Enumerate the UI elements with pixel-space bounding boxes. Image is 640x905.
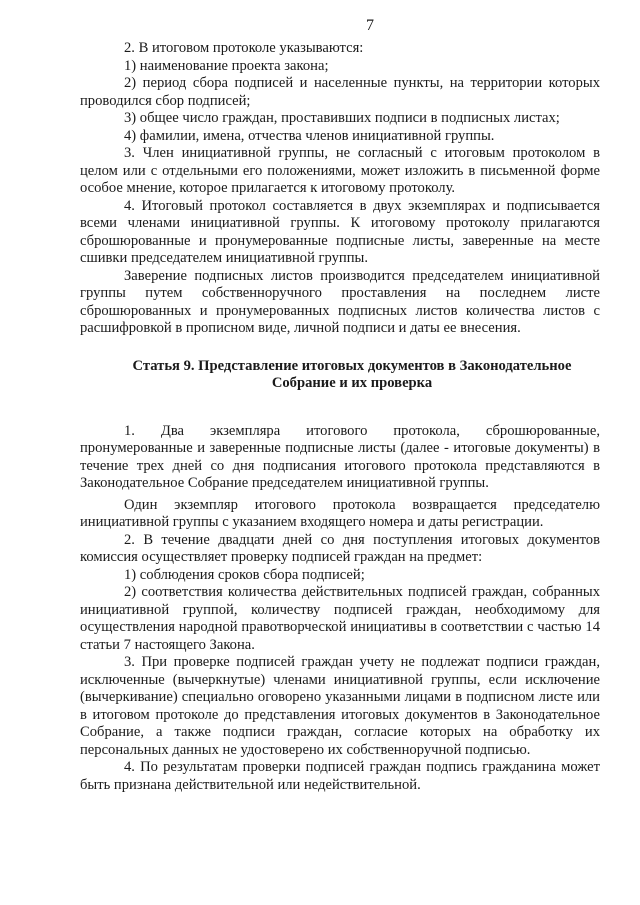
list-item-1: 1) наименование проекта закона; — [124, 57, 329, 74]
list-item-2: 2) период сбора подписей и населенные пункты, на территории которых проводился сбор подписей; — [80, 75, 600, 109]
paragraph-2-header: 2. В итоговом протоколе указываются: — [124, 40, 364, 56]
page-number: 7 — [366, 17, 374, 34]
article-9-paragraph-copy: Один экземпляр итогового протокола возвращается председателю инициативной группы с указанием входящего номера и даты регистрации. — [80, 496, 600, 530]
article-9-paragraph-2: 2. В течение двадцати дней со дня поступления итоговых документов комиссия осуществляет проверку подписей граждан на предмет: — [80, 531, 600, 565]
article-9-item-1: 1) соблюдения сроков сбора подписей; — [124, 566, 365, 583]
paragraph-3: 3. Член инициативной группы, не согласный с итоговым протоколом в целом или с отдельными его положениями, может изложить в письменной форме особое мнение, которое прилагается к итоговому протоколу. — [80, 145, 600, 196]
paragraph-certification: Заверение подписных листов производится председателем инициативной группы путем собственноручного проставления на последнем листе сброшюрованных и пронумерованных подписных листов количества листов с расшифровкой в прописном виде, личной подписи и даты ее внесения. — [80, 267, 600, 336]
list-item-3: 3) общее число граждан, проставивших подписи в подписных листах; — [124, 110, 560, 126]
article-9-paragraph-3: 3. При проверке подписей граждан учету не подлежат подписи граждан, исключенные (вычеркнутые) членами инициативной группы, если исключение (вычеркивание) специально оговорено указанными лицами в подписном листе или в итоговом протоколе до представления итоговых документов в Законодательное Собрание, а также подписи граждан, согласие которых на обработку их персональных данных не удостоверено их собственноручной подписью. — [80, 654, 600, 758]
article-9-paragraph-1: 1. Два экземпляра итогового протокола, сброшюрованные, пронумерованные и заверенные подписные листы (далее - итоговые документы) в течение трех дней со дня подписания итогового протокола представляются в Законодательное Собрание председателем инициативной группы. — [80, 422, 600, 491]
list-item-4: 4) фамилии, имена, отчества членов инициативной группы. — [124, 127, 495, 144]
article-9-heading: Статья 9. Представление итоговых документов в Законодательное Собрание и их проверка — [132, 357, 572, 391]
article-9-item-2: 2) соответствия количества действительных подписей граждан, собранных инициативной группой, количеству подписей граждан, необходимому для осуществления народной правотворческой инициативы в соответствии с частью 14 статьи 7 настоящего Закона. — [80, 584, 600, 653]
paragraph-4: 4. Итоговый протокол составляется в двух экземплярах и подписывается всеми членами инициативной группы. К итоговому протоколу прилагаются сброшюрованные и пронумерованные подписные листы, заверенные на месте сшивки председателем инициативной группы. — [80, 197, 600, 266]
article-9-paragraph-4: 4. По результатам проверки подписей граждан подпись гражданина может быть признана действительной или недействительной. — [80, 759, 600, 793]
